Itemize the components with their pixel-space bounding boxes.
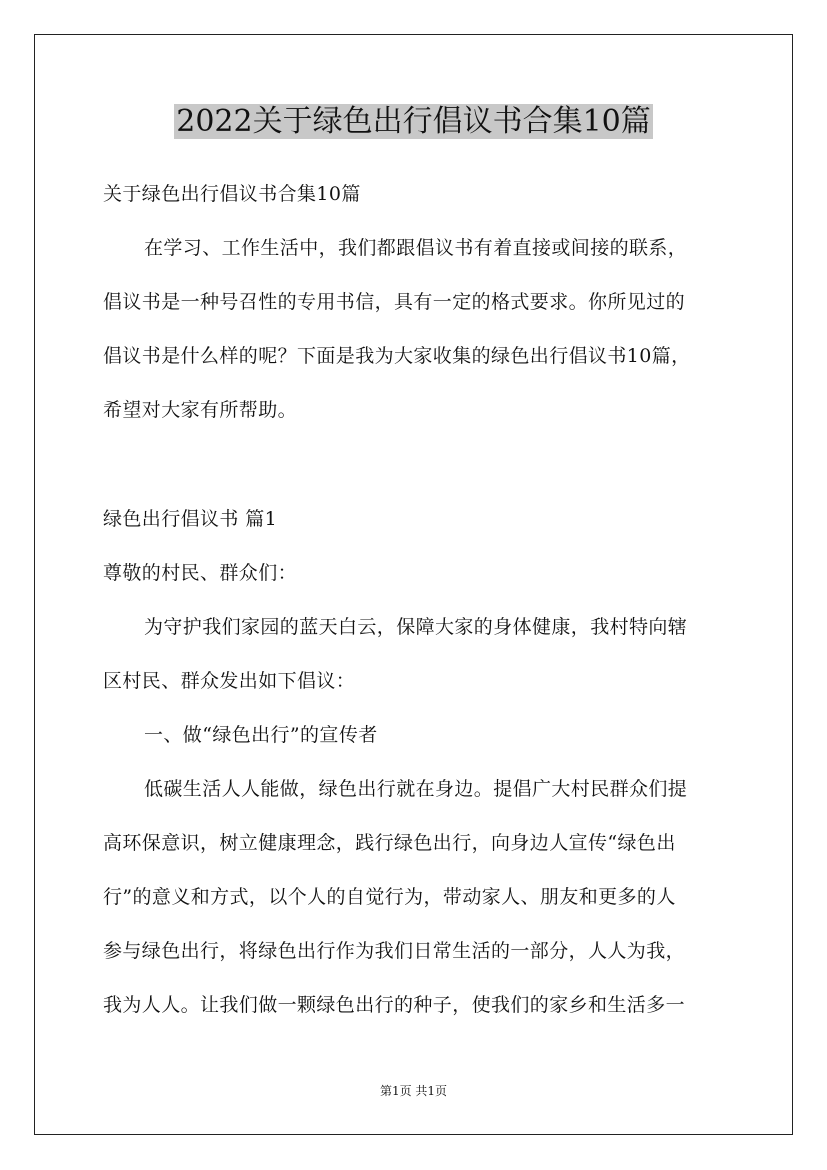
document-subtitle: 关于绿色出行倡议书合集10篇 [103,183,361,205]
paragraph-2-line-2: 高环保意识，树立健康理念，践行绿色出行，向身边人宣传“绿色出 [103,832,676,854]
paragraph-1-line-2: 区村民、群众发出如下倡议： [103,670,356,692]
intro-line-3: 倡议书是什么样的呢？下面是我为大家收集的绿色出行倡议书10篇， [103,345,691,367]
document-title [0,100,827,144]
intro-line-2: 倡议书是一种号召性的专用书信，具有一定的格式要求。你所见过的 [103,291,686,313]
intro-line-4: 希望对大家有所帮助。 [103,399,298,421]
salutation: 尊敬的村民、群众们： [103,562,298,584]
paragraph-2-line-1: 低碳生活人人能做，绿色出行就在身边。提倡广大村民群众们提 [144,778,688,800]
page-footer: 第1页 共1页 [379,1084,448,1098]
section-heading: 绿色出行倡议书 篇1 [103,508,278,530]
paragraph-1-line-1: 为守护我们家园的蓝天白云，保障大家的身体健康，我村特向辖 [144,616,688,638]
intro-line-1: 在学习、工作生活中，我们都跟倡议书有着直接或间接的联系， [144,237,688,259]
point-1-heading: 一、做“绿色出行”的宣传者 [144,724,378,746]
paragraph-2-line-3: 行”的意义和方式，以个人的自觉行为，带动家人、朋友和更多的人 [103,886,676,908]
paragraph-2-line-5: 我为人人。让我们做一颗绿色出行的种子，使我们的家乡和生活多一 [103,994,686,1016]
document-title-text: 2022关于绿色出行倡议书合集10篇 [176,104,651,139]
paragraph-2-line-4: 参与绿色出行，将绿色出行作为我们日常生活的一部分，人人为我， [103,940,686,962]
